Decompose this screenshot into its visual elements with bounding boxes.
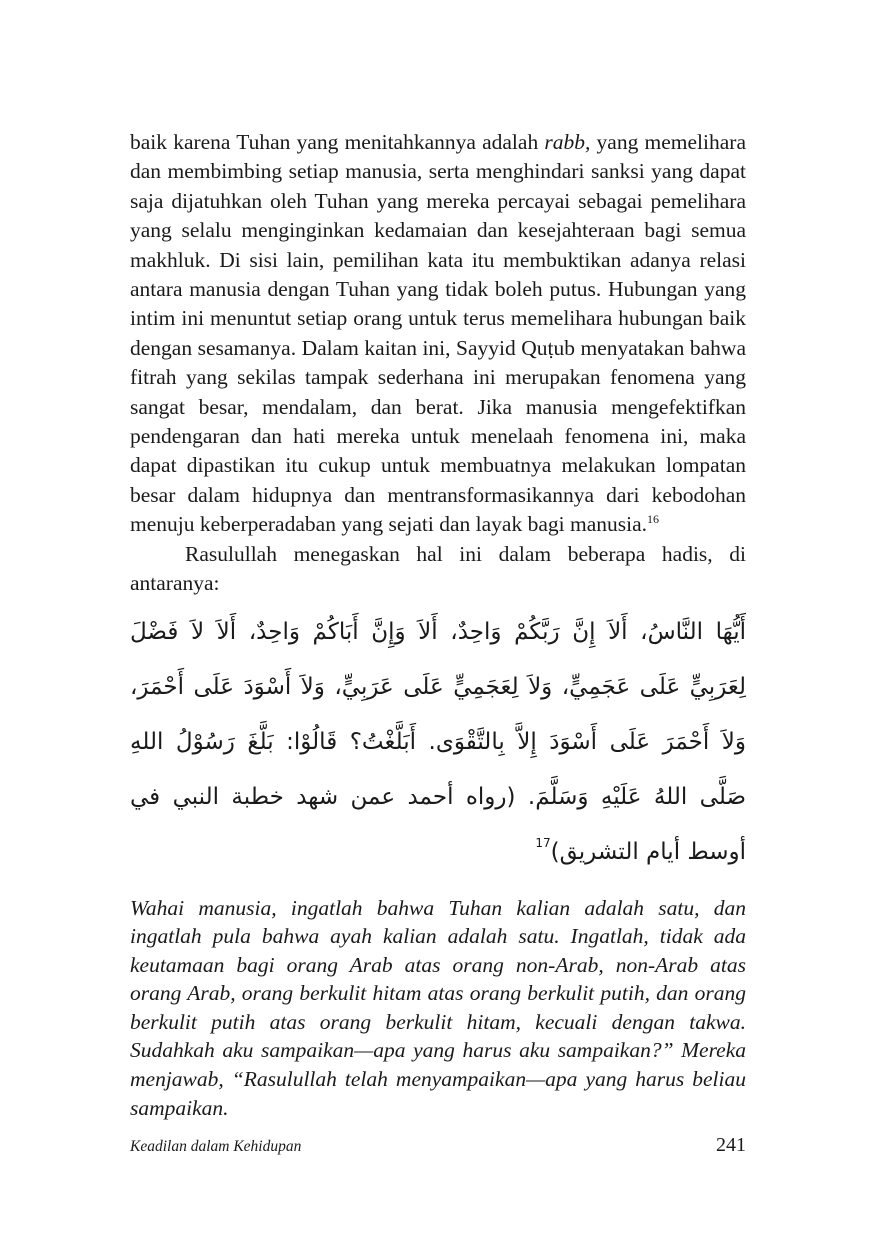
term-rabb: rabb, <box>544 130 591 154</box>
body-paragraph-2: Rasulullah menegaskan hal ini dalam beberapa hadis, di antaranya: <box>130 541 746 596</box>
running-title: Keadilan dalam Kehidupan <box>130 1138 302 1155</box>
body-paragraph-1 <box>130 128 746 540</box>
para1-text-rest: yang memelihara dan membimbing setiap manusia, serta menghindari sanksi yang dapat saja dijatuhkan oleh Tuhan yang mereka percayai sebagai pemelihara yang selalu menginginkan kedamaian dan kesejahteraan bagi semua makhluk. Di sisi lain, pemilihan kata itu membuktikan adanya relasi antara manusia dengan Tuhan yang tidak boleh putus. Hubungan yang intim ini menuntut setiap orang untuk terus memelihara hubungan baik dengan sesamanya. Dalam kaitan ini, Sayyid Quṭub menyatakan bahwa fitrah yang sekilas tampak sederhana ini merupakan fenomena yang sangat besar, mendalam, dan berat. Jika manusia mengefektifkan pendengaran dan hati mereka untuk menelaah fenomena ini, maka dapat dipastikan itu cukup untuk membuatnya melakukan lompatan besar dalam hidupnya dan mentransformasikannya dari kebodohan menuju keberperadaban yang sejati dan layak bagi manusia. <box>130 130 746 537</box>
page-footer <box>130 1134 746 1157</box>
page-number: 241 <box>716 1134 746 1156</box>
hadith-text: أَيُّهَا النَّاسُ، أَلاَ إِنَّ رَبَّكُمْ وَاحِدٌ، أَلاَ وَإِنَّ أَبَاكُمْ وَاحِدٌ، أَلاَ لاَ فَضْلَ لِعَرَبِيٍّ عَلَى عَجَمِيٍّ، وَلاَ لِعَجَمِيٍّ عَلَى عَرَبِيٍّ، وَلاَ أَسْوَدَ عَلَى أَحْمَرَ، وَلاَ أَحْمَرَ عَلَى أَسْوَدَ إِلاَّ بِالتَّقْوَى. أَبَلَّغْتُ؟ قَالُوْا: بَلَّغَ رَسُوْلُ اللهِ صَلَّى اللهُ عَلَيْهِ وَسَلَّمَ. (رواه أحمد عمن شهد خطبة النبي في أوسط أيام التشريق) <box>130 618 746 865</box>
footnote-ref-17[interactable]: 17 <box>535 835 551 850</box>
footnote-ref-16[interactable]: 16 <box>647 512 659 527</box>
hadith-translation: Wahai manusia, ingatlah bahwa Tuhan kalian adalah satu, dan ingatlah pula bahwa ayah kalian adalah satu. Ingatlah, tidak ada keutamaan bagi orang Arab atas orang non-Arab, non-Arab atas orang Arab, orang berkulit hitam atas orang berkulit putih, dan orang berkulit putih atas orang berkulit hitam, kecuali dengan takwa. Sudahkah aku sampaikan—apa yang harus aku sampaikan?” Mereka menjawab, “Rasulullah telah menyampaikan—apa yang harus beliau sampaikan. <box>130 895 746 1120</box>
para1-text-start: baik karena Tuhan yang menitahkannya adalah <box>130 130 545 154</box>
hadith-arabic <box>130 605 746 880</box>
page-content <box>130 128 746 1122</box>
